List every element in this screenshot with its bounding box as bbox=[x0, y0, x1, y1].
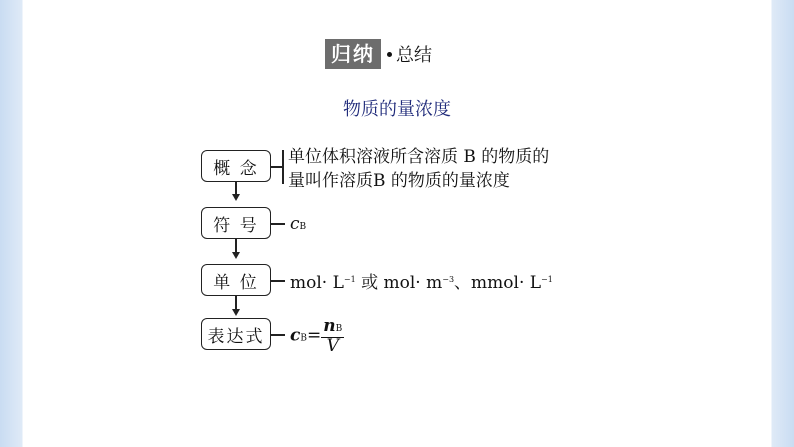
summary-subtitle: 总结 bbox=[396, 45, 432, 66]
unit-box: 单 位 bbox=[201, 264, 271, 296]
connector-line bbox=[235, 181, 237, 194]
summary-tag: 归纳 bbox=[325, 39, 381, 69]
dot-icon bbox=[387, 52, 392, 57]
connector-line bbox=[235, 296, 237, 309]
section-header bbox=[325, 38, 432, 70]
symbol-box: 符 号 bbox=[201, 207, 271, 239]
symbol-text: cB bbox=[290, 214, 307, 234]
bracket-line bbox=[271, 334, 285, 336]
fraction: $\frac{nB}{V}$ bbox=[323, 316, 343, 356]
arrow-down-icon bbox=[232, 309, 240, 316]
concept-text-line1: 单位体积溶液所含溶质 B 的物质的 bbox=[288, 147, 550, 167]
arrow-down-icon bbox=[232, 252, 240, 259]
bracket-line bbox=[271, 223, 285, 225]
concept-text-line2: 量叫作溶质B 的物质的量浓度 bbox=[288, 171, 510, 191]
arrow-down-icon bbox=[232, 194, 240, 201]
expression-text: cB= $\frac{nB}{V}$ bbox=[290, 316, 343, 356]
bracket-line bbox=[282, 150, 284, 184]
concept-box: 概 念 bbox=[201, 150, 271, 182]
unit-text: $mol\cdot L^{-1}$ 或 $mol\cdot m^{-3}$、mmol· $L^{-1}$ bbox=[290, 273, 553, 293]
expression-box: 表达式 bbox=[201, 318, 271, 350]
bracket-line bbox=[271, 280, 285, 282]
connector-line bbox=[235, 239, 237, 252]
page-title: 物质的量浓度 bbox=[343, 99, 451, 120]
